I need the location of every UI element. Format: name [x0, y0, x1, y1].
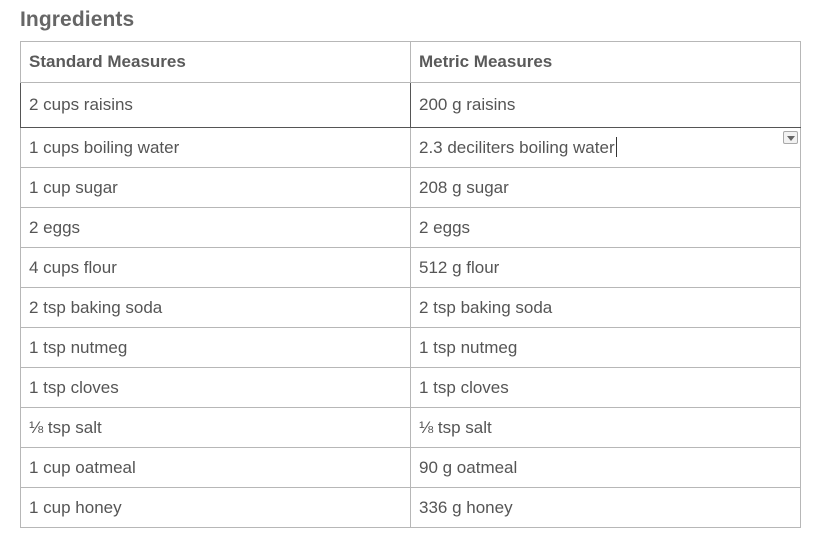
- section-heading: Ingredients: [20, 8, 135, 31]
- table-row: [21, 408, 801, 448]
- cell-standard[interactable]: 1 tsp cloves: [21, 368, 411, 408]
- table-row: [21, 168, 801, 208]
- header-metric-measures[interactable]: Metric Measures: [411, 42, 801, 83]
- table-row: [21, 83, 801, 128]
- table-row: [21, 288, 801, 328]
- cell-metric[interactable]: ⅛ tsp salt: [411, 408, 801, 448]
- table-row: [21, 208, 801, 248]
- cell-standard[interactable]: 2 tsp baking soda: [21, 288, 411, 328]
- text-cursor: [616, 137, 617, 157]
- table-header-row: [21, 42, 801, 83]
- cell-standard[interactable]: ⅛ tsp salt: [21, 408, 411, 448]
- cell-metric[interactable]: 336 g honey: [411, 488, 801, 528]
- table-row: [21, 448, 801, 488]
- table-row: [21, 328, 801, 368]
- cell-metric[interactable]: 200 g raisins: [411, 83, 801, 128]
- cell-standard[interactable]: 2 cups raisins: [21, 83, 411, 128]
- cell-standard[interactable]: 1 cups boiling water: [21, 128, 411, 168]
- dropdown-arrow-icon[interactable]: [783, 131, 798, 144]
- cell-metric[interactable]: 208 g sugar: [411, 168, 801, 208]
- header-standard-measures[interactable]: Standard Measures: [21, 42, 411, 83]
- table-row: [21, 368, 801, 408]
- cell-metric[interactable]: 2 tsp baking soda: [411, 288, 801, 328]
- cell-standard[interactable]: 1 cup oatmeal: [21, 448, 411, 488]
- cell-metric[interactable]: 512 g flour: [411, 248, 801, 288]
- cell-standard[interactable]: 1 tsp nutmeg: [21, 328, 411, 368]
- table-row: [21, 488, 801, 528]
- cell-metric[interactable]: 1 tsp cloves: [411, 368, 801, 408]
- cell-standard[interactable]: 4 cups flour: [21, 248, 411, 288]
- cell-standard[interactable]: 1 cup honey: [21, 488, 411, 528]
- table-row: [21, 128, 801, 168]
- cell-metric-text: 2.3 deciliters boiling water: [419, 138, 615, 157]
- cell-metric[interactable]: 90 g oatmeal: [411, 448, 801, 488]
- ingredients-table: [20, 41, 801, 528]
- cell-metric[interactable]: 2 eggs: [411, 208, 801, 248]
- cell-metric-editing[interactable]: [411, 128, 801, 168]
- cell-standard[interactable]: 1 cup sugar: [21, 168, 411, 208]
- table-row: [21, 248, 801, 288]
- cell-metric[interactable]: 1 tsp nutmeg: [411, 328, 801, 368]
- cell-standard[interactable]: 2 eggs: [21, 208, 411, 248]
